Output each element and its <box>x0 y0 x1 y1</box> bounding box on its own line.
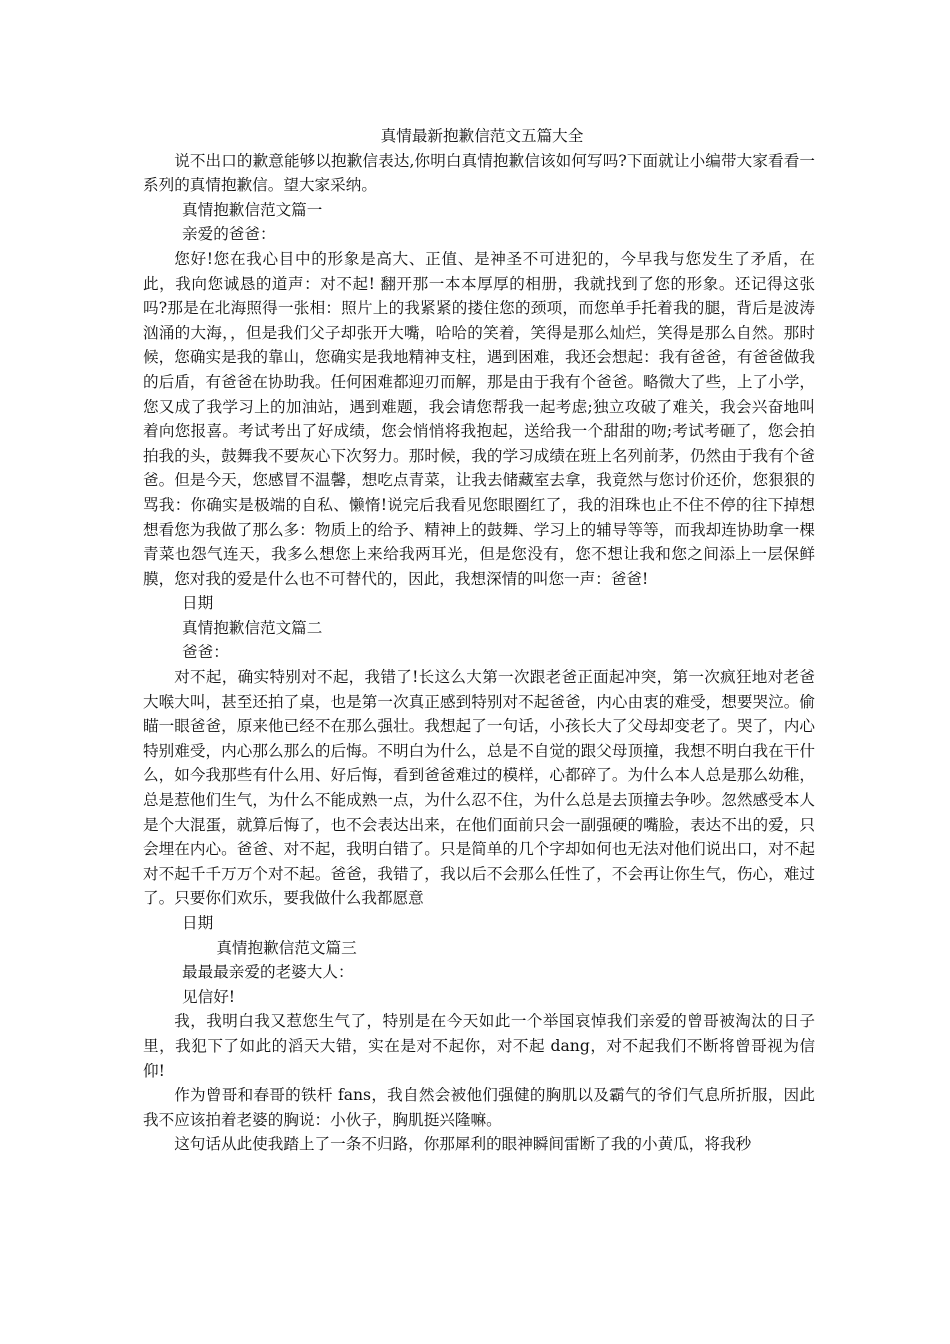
letter-paragraph: 我，我明白我又惹您生气了，特别是在今天如此一个举国哀悼我们亲爱的曾哥被淘汰的日子里，我犯下了如此的滔天大错，实在是对不起你，对不起 dang，对不起我们不断将曾哥视为信仰! <box>143 1012 815 1080</box>
salutation: 亲爱的爸爸： <box>182 225 276 244</box>
date-label: 日期 <box>182 914 214 932</box>
document-page <box>143 124 815 1157</box>
salutation: 爸爸： <box>182 643 229 662</box>
letter-paragraph: 作为曾哥和春哥的铁杆 fans，我自然会被他们强健的胸肌以及霸气的爷们气息所折服，因此我不应该拍着老婆的胸说：小伙子，胸肌挺兴隆嘛。 <box>143 1086 815 1129</box>
section-heading: 真情抱歉信范文篇二 <box>182 618 323 637</box>
intro-paragraph: 说不出口的歉意能够以抱歉信表达,你明白真情抱歉信该如何写吗?下面就让小编带大家看看一系列的真情抱歉信。望大家采纳。 <box>143 151 815 195</box>
letter-body: 对不起，确实特别对不起，我错了!长这么大第一次跟老爸正面起冲突，第一次疯狂地对老爸大喉大叫，甚至还拍了桌，也是第一次真正感到特别对不起爸爸，内心由衷的难受，想要哭泣。偷瞄一眼爸爸，原来他已经不在那么强壮。我想起了一句话，小孩长大了父母却变老了。哭了，内心特别难受，内心那么那么的后悔。不明白为什么，总是不自觉的跟父母顶撞，我想不明白我在干什么，如今我那些有什么用、好后悔，看到爸爸难过的模样，心都碎了。为什么本人总是那么幼稚，总是惹他们生气，为什么不能成熟一点，为什么忍不住，为什么总是去顶撞去争吵。忽然感受本人是个大混蛋，就算后悔了，也不会表达出来，在他们面前只会一副强硬的嘴脸，表达不出的爱，只会埋在内心。爸爸、对不起，我明白错了。只是简单的几个字却如何也无法对他们说出口，对不起对不起千千万万个对不起。爸爸，我错了，我以后不会那么任性了，不会再让你生气，伤心，难过了。只要你们欢乐，要我做什么我都愿意 <box>143 668 815 908</box>
letter-body: 您好!您在我心目中的形象是高大、正值、是神圣不可进犯的，今早我与您发生了矛盾，在此，我向您诚恳的道声：对不起! 翻开那一本本厚厚的相册，我就找到了您的形象。还记得这张吗?那是在北海照得一张相：照片上的我紧紧的搂住您的颈项，而您单手托着我的腿，背后是波涛汹涌的大海，，但是我们父子却张开大嘴，哈哈的笑着，笑得是那么灿烂，笑得是那么自然。那时候，您确实是我的靠山，您确实是我地精神支柱，遇到困难，我还会想起：我有爸爸，有爸爸做我的后盾，有爸爸在协助我。任何困难都迎刃而解，那是由于我有个爸爸。略微大了些，上了小学，您又成了我学习上的加油站，遇到难题，我会请您帮我一起考虑;独立攻破了难关，我会兴奋地叫着向您报喜。考试考出了好成绩，您会悄悄将我抱起，送给我一个甜甜的吻;考试考砸了，您会拍拍我的头，鼓舞我不要灰心下次努力。那时候，我的学习成绩在班上名列前茅，仍然由于我有个爸爸。但是今天，您感冒不温馨，想吃点青菜，让我去储藏室去拿，我竟然与您讨价还价，您狠狠的骂我：你确实是极端的自私、懒惰!说完后我看见您眼圈红了，我的泪珠也止不住不停的往下掉想想看您为我做了那么多：物质上的给予、精神上的鼓舞、学习上的辅导等等，而我却连协助拿一棵青菜也怨气连天，我多么想您上来给我两耳光，但是您没有，您不想让我和您之间添上一层保鲜膜，您对我的爱是什么也不可替代的，因此，我想深情的叫您一声：爸爸! <box>143 249 815 588</box>
letter-paragraph: 这句话从此使我踏上了一条不归路，你那犀利的眼神瞬间雷断了我的小黄瓜，将我秒 <box>174 1135 752 1154</box>
document-title: 真情最新抱歉信范文五篇大全 <box>380 127 584 145</box>
greeting: 见信好! <box>182 987 236 1006</box>
date-label: 日期 <box>182 594 214 613</box>
section-heading: 真情抱歉信范文篇一 <box>182 200 323 219</box>
section-heading: 真情抱歉信范文篇三 <box>216 938 357 957</box>
salutation: 最最最亲爱的老婆大人： <box>182 963 354 982</box>
